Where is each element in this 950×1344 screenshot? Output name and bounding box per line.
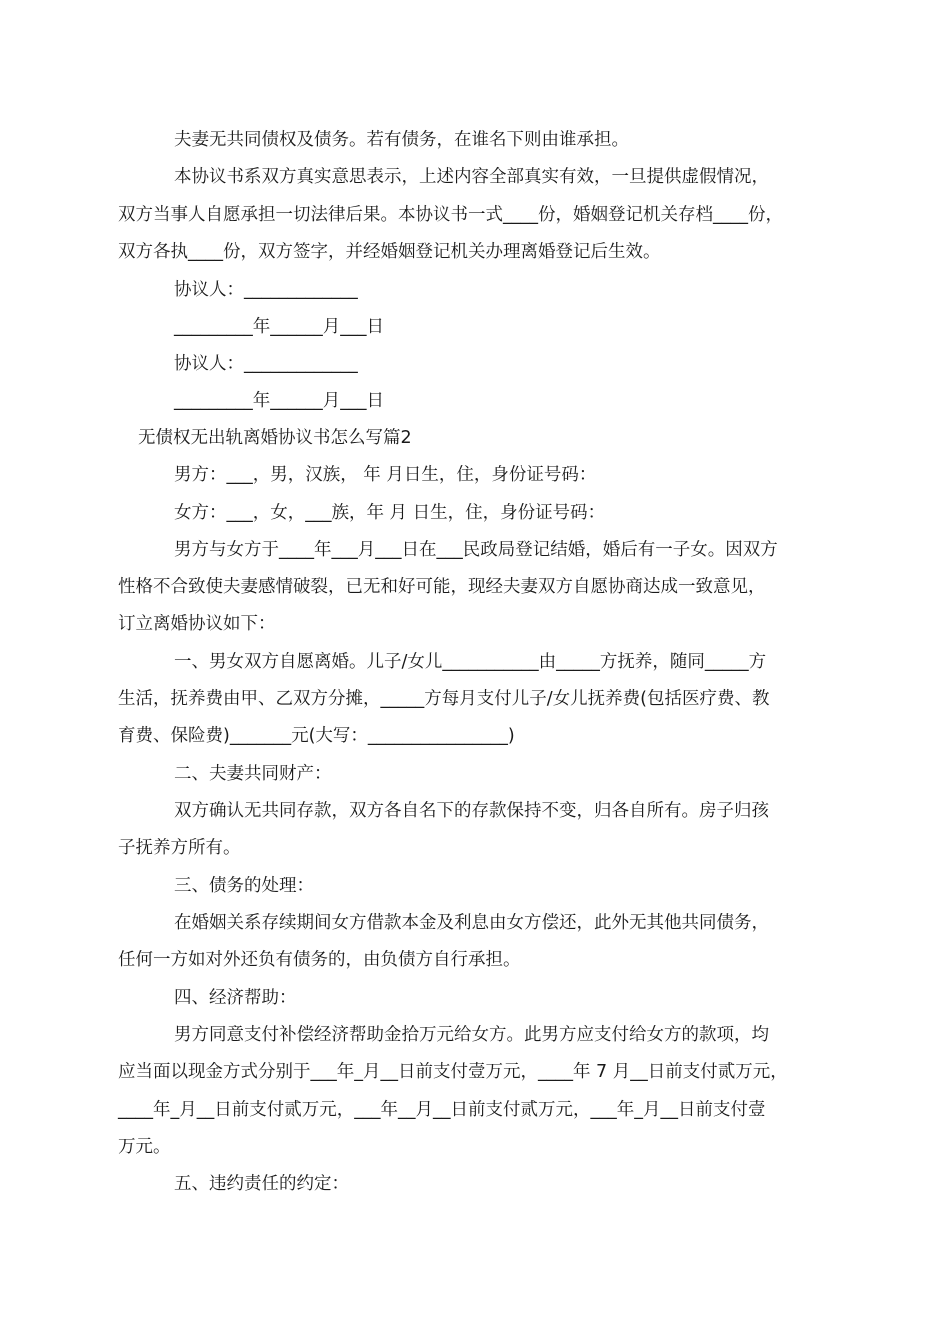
- paragraph-line: 一、男女双方自愿离婚。儿子/女儿___________由_____方抚养，随同_____方: [174, 652, 767, 672]
- date-line: _________年______月___日: [174, 317, 384, 337]
- paragraph-line: 本协议书系双方真实意思表示，上述内容全部真实有效，一旦提供虚假情况，: [174, 167, 769, 187]
- paragraph-line: 万元。: [118, 1137, 171, 1157]
- clause-heading: 四、经济帮助：: [174, 988, 297, 1008]
- paragraph-line: 订立离婚协议如下：: [118, 614, 276, 634]
- paragraph-line: ____年_月__日前支付贰万元，___年__月__日前支付贰万元，___年_月__日前支付壹: [118, 1100, 766, 1120]
- paragraph-line: 子抚养方所有。: [118, 838, 241, 858]
- paragraph-line: 在婚姻关系存续期间女方借款本金及利息由女方偿还，此外无其他共同债务，: [174, 913, 769, 933]
- paragraph-line: 生活，抚养费由甲、乙双方分摊，_____方每月支付儿子/女儿抚养费(包括医疗费、教: [118, 689, 770, 709]
- signature-line: 协议人：_____________: [174, 354, 358, 374]
- paragraph-line: 性格不合致使夫妻感情破裂，已无和好可能，现经夫妻双方自愿协商达成一致意见，: [118, 577, 766, 597]
- paragraph-line: 男方与女方于____年___月___日在___民政局登记结婚，婚后有一子女。因双方: [174, 540, 778, 560]
- paragraph-line: 任何一方如对外还负有债务的，由负债方自行承担。: [118, 950, 521, 970]
- paragraph-line: 男方同意支付补偿经济帮助金拾万元给女方。此男方应支付给女方的款项，均: [174, 1025, 769, 1045]
- paragraph-line: 双方当事人自愿承担一切法律后果。本协议书一式____份，婚姻登记机关存档____份，: [118, 205, 783, 225]
- clause-heading: 五、违约责任的约定：: [174, 1174, 349, 1194]
- clause-heading: 三、债务的处理：: [174, 876, 314, 896]
- paragraph-line: 应当面以现金方式分别于___年_月__日前支付壹万元，____年 7 月__日前支付贰万元，: [118, 1062, 788, 1082]
- clause-heading: 二、夫妻共同财产：: [174, 764, 332, 784]
- paragraph-line: 女方：___，女，___族，年 月 日生，住，身份证号码：: [174, 503, 606, 523]
- paragraph-line: 双方确认无共同存款，双方各自名下的存款保持不变，归各自所有。房子归孩: [174, 801, 769, 821]
- date-line: _________年______月___日: [174, 391, 384, 411]
- signature-line: 协议人：_____________: [174, 280, 358, 300]
- section-title: 无债权无出轨离婚协议书怎么写篇2: [138, 428, 412, 448]
- paragraph-line: 育费、保险费)_______元(大写：________________): [118, 726, 515, 746]
- paragraph-line: 男方：___，男，汉族， 年 月日生，住，身份证号码：: [174, 465, 597, 485]
- paragraph-line: 夫妻无共同债权及债务。若有债务，在谁名下则由谁承担。: [174, 130, 629, 150]
- paragraph-line: 双方各执____份，双方签字，并经婚姻登记机关办理离婚登记后生效。: [118, 242, 661, 262]
